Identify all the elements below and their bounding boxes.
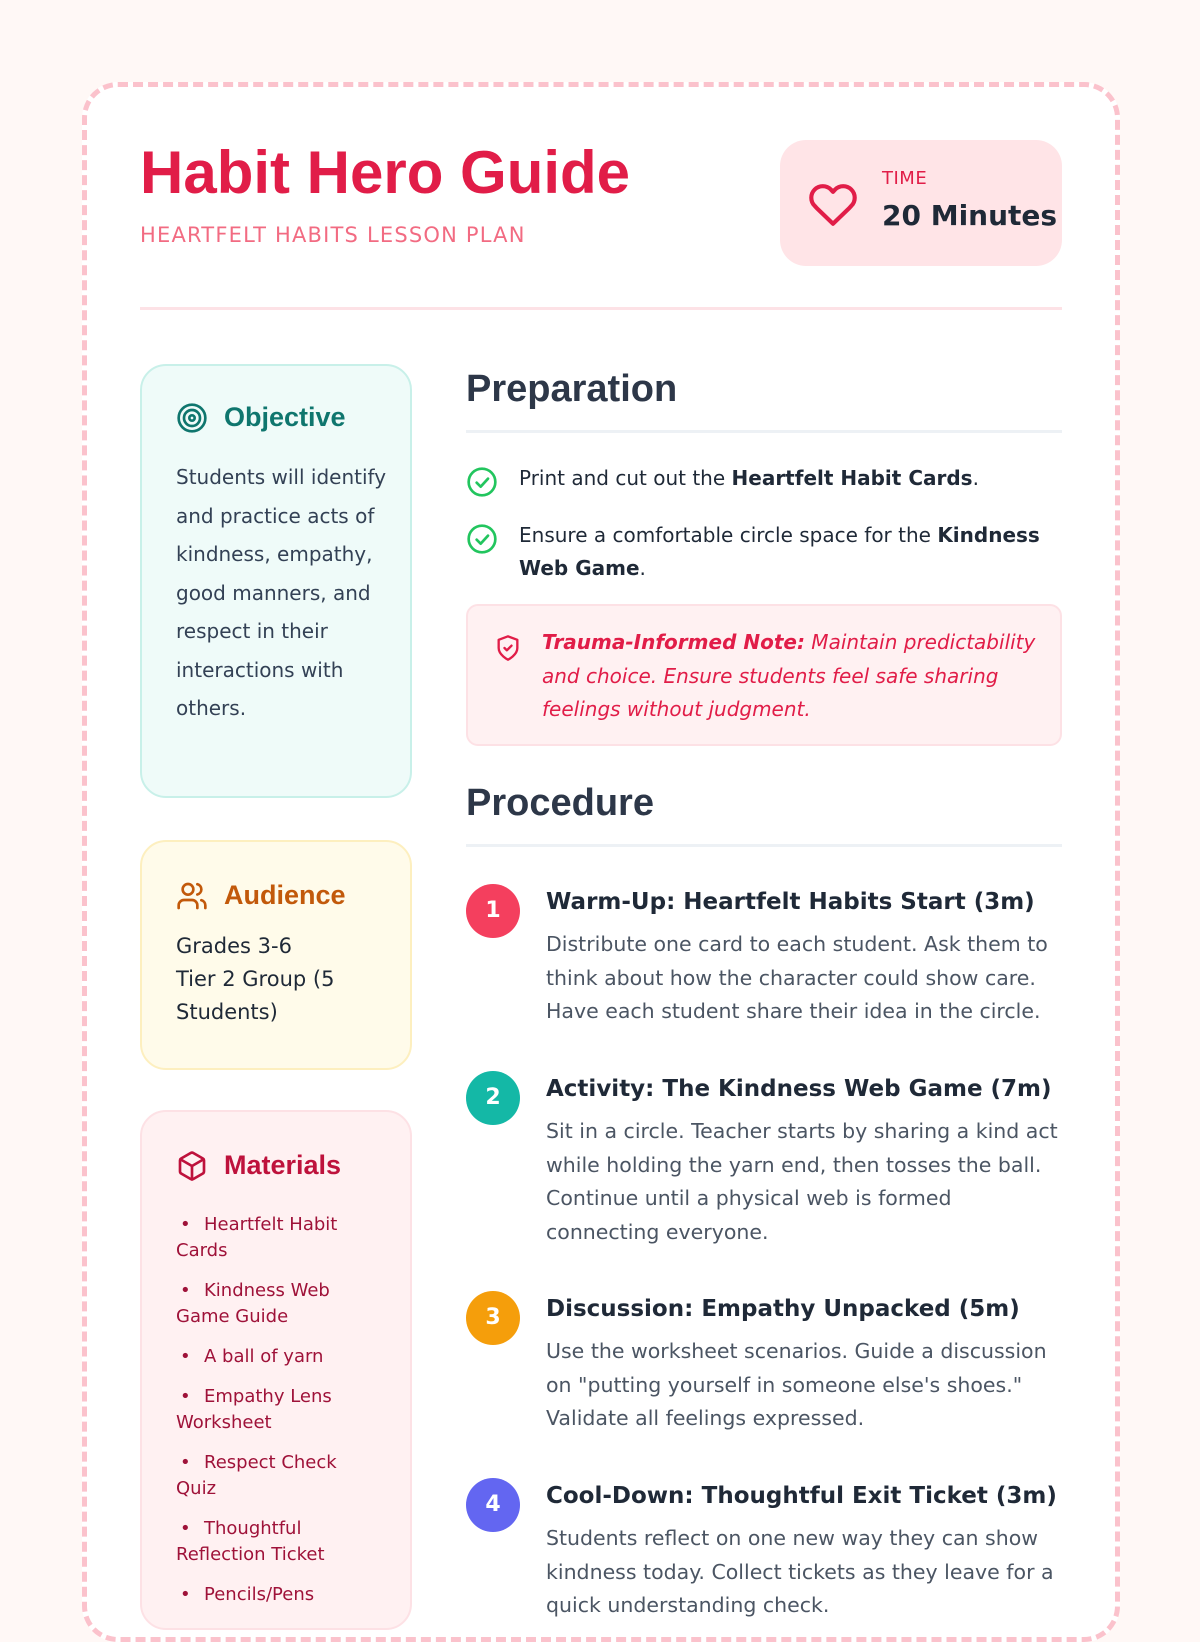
step-number: 2 <box>466 1071 520 1125</box>
step-title: Warm-Up: Heartfelt Habits Start (3m) <box>546 889 1035 915</box>
step-title: Cool-Down: Thoughtful Exit Ticket (3m) <box>546 1483 1057 1509</box>
list-item: • Kindness Web Game Guide <box>176 1280 330 1327</box>
time-value: 20 Minutes <box>882 199 1058 232</box>
time-label: TIME <box>882 168 928 189</box>
materials-title: Materials <box>224 1150 342 1180</box>
box-icon <box>176 1150 208 1182</box>
audience-title: Audience <box>224 880 346 910</box>
audience-box <box>140 840 412 1070</box>
page-subtitle: HEARTFELT HABITS LESSON PLAN <box>140 223 526 247</box>
audience-group: Tier 2 Group (5 Students) <box>176 967 335 1024</box>
list-item: • Empathy Lens Worksheet <box>176 1386 332 1433</box>
materials-list <box>176 1212 376 1622</box>
step-text: Distribute one card to each student. Ask them to think about how the character could show care. Have each student share their idea in the circle. <box>546 932 1048 1023</box>
materials-box <box>140 1110 412 1630</box>
header <box>140 138 1062 308</box>
trauma-informed-note <box>466 604 1062 746</box>
objective-text: Students will identify and practice acts of kindness, empathy, good manners, and respect in their interactions with others. <box>176 465 387 720</box>
list-item: • Pencils/Pens <box>180 1584 315 1605</box>
procedure-divider <box>466 844 1062 847</box>
check-circle-icon <box>466 466 498 498</box>
procedure-heading: Procedure <box>466 782 654 824</box>
audience-grades: Grades 3-6 <box>176 934 292 958</box>
heart-icon <box>806 180 860 230</box>
check-circle-icon <box>466 523 498 555</box>
list-item: • Heartfelt Habit Cards <box>176 1214 338 1261</box>
step-text: Use the worksheet scenarios. Guide a discussion on "putting yourself in someone else's shoes." Validate all feelings expressed. <box>546 1339 1047 1430</box>
list-item: • Respect Check Quiz <box>176 1452 337 1499</box>
header-divider <box>140 307 1062 310</box>
step-number: 3 <box>466 1291 520 1345</box>
preparation-heading: Preparation <box>466 368 678 410</box>
note-text: Trauma-Informed Note: Maintain predictability and choice. Ensure students feel safe sharing feelings without judgment. <box>542 630 1036 721</box>
step-number: 4 <box>466 1478 520 1532</box>
target-icon <box>176 402 208 434</box>
objective-title: Objective <box>224 402 346 432</box>
prep-text: Ensure a comfortable circle space for the Kindness Web Game. <box>519 523 1040 580</box>
step-title: Activity: The Kindness Web Game (7m) <box>546 1076 1052 1102</box>
prep-text: Print and cut out the Heartfelt Habit Cards. <box>519 466 979 490</box>
page-title: Habit Hero Guide <box>140 139 631 206</box>
step-number: 1 <box>466 884 520 938</box>
step-text: Students reflect on one new way they can show kindness today. Collect tickets as they leave for a quick understanding check. <box>546 1526 1054 1617</box>
objective-box <box>140 364 412 798</box>
users-icon <box>176 880 208 912</box>
time-badge <box>780 140 1062 266</box>
step-text: Sit in a circle. Teacher starts by sharing a kind act while holding the yarn end, then tosses the ball. Continue until a physical web is formed connecting everyone. <box>546 1119 1058 1244</box>
list-item: • Thoughtful Reflection Ticket <box>176 1518 325 1565</box>
shield-check-icon <box>494 632 522 664</box>
list-item: • A ball of yarn <box>180 1346 324 1367</box>
step-title: Discussion: Empathy Unpacked (5m) <box>546 1296 1020 1322</box>
preparation-divider <box>466 430 1062 433</box>
